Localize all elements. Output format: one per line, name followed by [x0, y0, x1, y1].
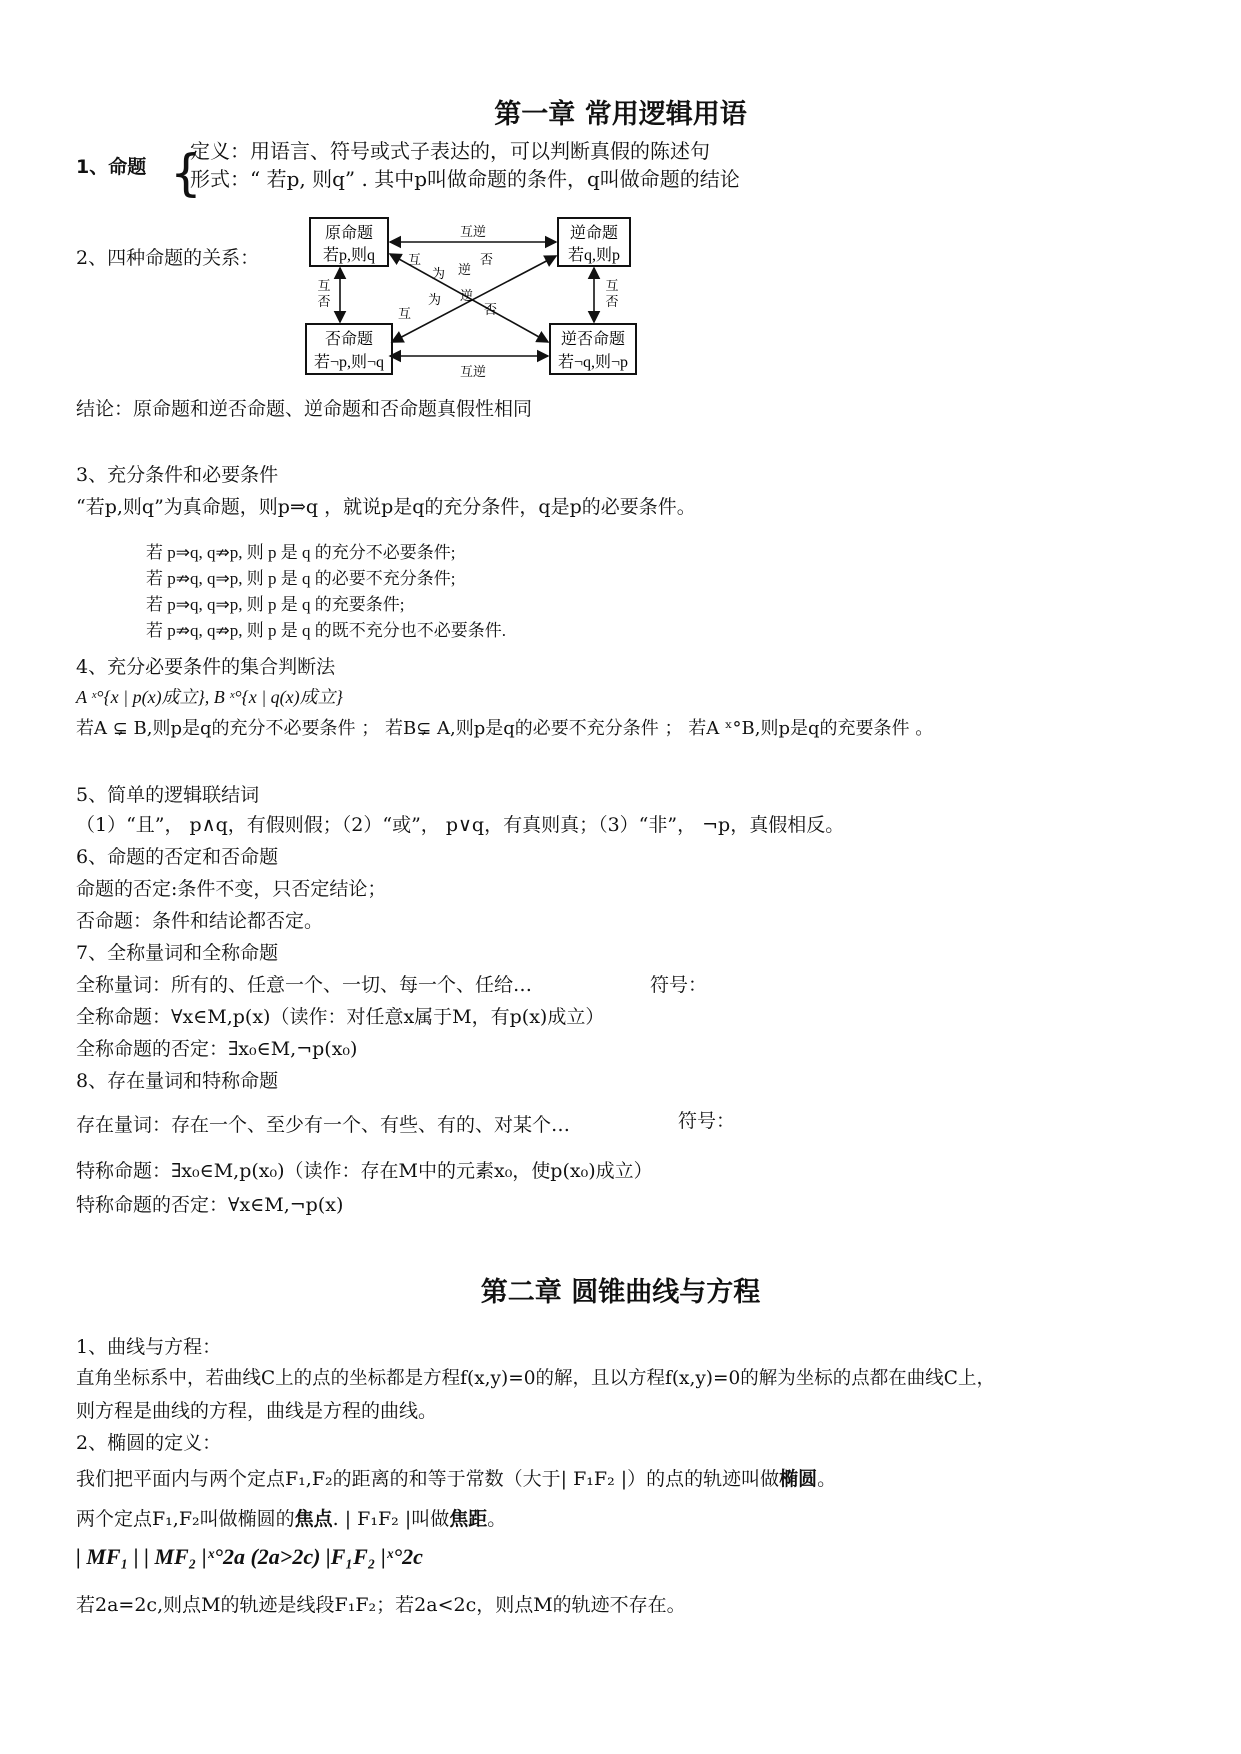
s8-existential-negation: 特称命题的否定：∀x∈M,¬p(x)	[76, 1194, 344, 1216]
chapter2-title: 第二章 圆锥曲线与方程	[480, 1277, 761, 1308]
s6-inverse: 否命题：条件和结论都否定。	[76, 910, 324, 932]
s5-title: 5、简单的逻辑联结词	[76, 784, 260, 806]
s7-universal-negation: 全称命题的否定：∃x₀∈M,¬p(x₀)	[76, 1038, 358, 1060]
s3-case-4: 若 p⇏q, q⇏p, 则 p 是 q 的既不充分也不必要条件.	[146, 621, 506, 640]
c2-s2-b-mid: . | F₁F₂ |叫做	[332, 1508, 450, 1530]
top-edge-label: 互逆	[459, 224, 487, 239]
s5-line: （1）“且”， p∧q，有假则假；（2）“或”， p∨q，有真则真；（3）“非”， ¬p，真假相反。	[76, 814, 845, 836]
brace-icon: {	[170, 144, 202, 202]
s3-case-3: 若 p⇒q, q⇒p, 则 p 是 q 的充要条件;	[146, 595, 405, 614]
s3-title: 3、充分条件和必要条件	[76, 464, 279, 486]
cross-label-1: 互	[408, 252, 422, 267]
ellipse-term: 椭圆	[779, 1468, 818, 1490]
chapter1-title: 第一章 常用逻辑用语	[494, 99, 747, 130]
s6-negation: 命题的否定:条件不变，只否定结论；	[76, 878, 387, 900]
c2-s2-a-text: 我们把平面内与两个定点F₁,F₂的距离的和等于常数（大于| F₁F₂ |）的点的轨迹叫做	[76, 1468, 780, 1490]
box-contrapositive	[550, 324, 636, 374]
s8-existential: 特称命题：∃x₀∈M,p(x₀)（读作：存在M中的元素x₀，使p(x₀)成立）	[76, 1160, 653, 1182]
box-inverse-title: 否命题	[324, 331, 374, 348]
c2-s1-line-a: 直角坐标系中，若曲线C上的点的坐标都是方程f(x,y)=0的解，且以方程f(x,y)=0的解为坐标的点都在曲线C上，	[76, 1368, 995, 1389]
right-edge-label-2: 否	[605, 294, 619, 309]
s7-universal: 全称命题：∀x∈M,p(x)（读作：对任意x属于M，有p(x)成立）	[76, 1006, 605, 1028]
focal-distance-term: 焦距	[449, 1508, 488, 1530]
cross-label-3: 逆	[458, 262, 472, 277]
box-original	[310, 218, 388, 266]
cross-label-5: 逆	[460, 288, 474, 303]
s4-sets: A ˣ°{x | p(x)成立}, B ˣ°{x | q(x)成立}	[76, 687, 343, 707]
s1-definition: 定义：用语言、符号或式子表达的，可以判断真假的陈述句	[190, 139, 710, 163]
c2-s2-b-text: 两个定点F₁,F₂叫做椭圆的	[76, 1508, 295, 1530]
box-converse-form: 若q,则p	[567, 247, 621, 264]
left-edge-label-1: 互	[317, 278, 331, 293]
s7-quantifier: 全称量词：所有的、任意一个、一切、每一个、任给…	[76, 974, 533, 996]
cross-label-7: 互	[398, 306, 412, 321]
box-contrapositive-title: 逆否命题	[560, 331, 626, 348]
focus-term: 焦点	[294, 1508, 333, 1530]
s4-rule: 若A ⊊ B,则p是q的充分不必要条件 ； 若B⊊ A,则p是q的必要不充分条件 ； 若A ˣ°B,则p是q的充要条件 。	[76, 718, 934, 739]
box-inverse	[306, 324, 392, 374]
s7-title: 7、全称量词和全称命题	[76, 942, 279, 964]
c2-s2-line-c: 若2a=2c,则点M的轨迹是线段F₁F₂；若2a<2c，则点M的轨迹不存在。	[76, 1594, 686, 1616]
box-inverse-form: 若¬p,则¬q	[313, 354, 385, 371]
cross-label-8: 为	[428, 292, 442, 307]
box-original-form: 若p,则q	[322, 247, 376, 264]
c2-s2-a-end: 。	[817, 1468, 837, 1490]
s6-title: 6、命题的否定和否命题	[76, 846, 279, 868]
right-edge-label-1: 互	[605, 278, 619, 293]
cross-label-6: 否	[484, 302, 498, 317]
c2-s2-b-end: 。	[487, 1508, 507, 1530]
c2-s1-title: 1、曲线与方程：	[76, 1336, 222, 1358]
s8-title: 8、存在量词和特称命题	[76, 1070, 279, 1092]
s2-conclusion: 结论：原命题和逆否命题、逆命题和否命题真假性相同	[76, 398, 533, 420]
c2-s2-line-a	[76, 1468, 836, 1490]
c2-s2-title: 2、椭圆的定义：	[76, 1432, 222, 1454]
s3-line: “若p,则q”为真命题，则p⇒q ，就说p是q的充分条件，q是p的必要条件。	[76, 496, 696, 518]
s8-quantifier: 存在量词：存在一个、至少有一个、有些、有的、对某个…	[76, 1114, 571, 1136]
left-edge-label-2: 否	[317, 294, 331, 309]
s1-form: 形式：“ 若p, 则q” . 其中p叫做命题的条件，q叫做命题的结论	[190, 167, 740, 191]
s1-label: 1、命题	[76, 156, 147, 178]
box-original-title: 原命题	[324, 225, 374, 242]
c2-s2-formula: | MF₁ | | MF₂ |ˣ°2a (2a>2c) |F₁F₂ |ˣ°2c	[76, 1544, 423, 1569]
box-converse-title: 逆命题	[569, 225, 619, 242]
s3-case-2: 若 p⇏q, q⇒p, 则 p 是 q 的必要不充分条件;	[146, 569, 456, 588]
s4-title: 4、充分必要条件的集合判断法	[76, 656, 336, 678]
four-propositions-diagram	[300, 214, 660, 384]
box-contrapositive-form: 若¬q,则¬p	[557, 354, 629, 371]
s3-case-1: 若 p⇒q, q⇏p, 则 p 是 q 的充分不必要条件;	[146, 543, 456, 562]
s8-symbol-label: 符号：	[678, 1110, 736, 1132]
cross-label-4: 否	[480, 252, 494, 267]
s2-label: 2、四种命题的关系：	[76, 247, 260, 269]
bottom-edge-label: 互逆	[459, 364, 487, 379]
box-converse	[558, 218, 630, 266]
c2-s1-line-b: 则方程是曲线的方程，曲线是方程的曲线。	[76, 1400, 438, 1422]
s7-symbol-label: 符号：	[650, 974, 708, 996]
c2-s2-line-b	[76, 1508, 506, 1530]
cross-label-2: 为	[432, 266, 446, 281]
